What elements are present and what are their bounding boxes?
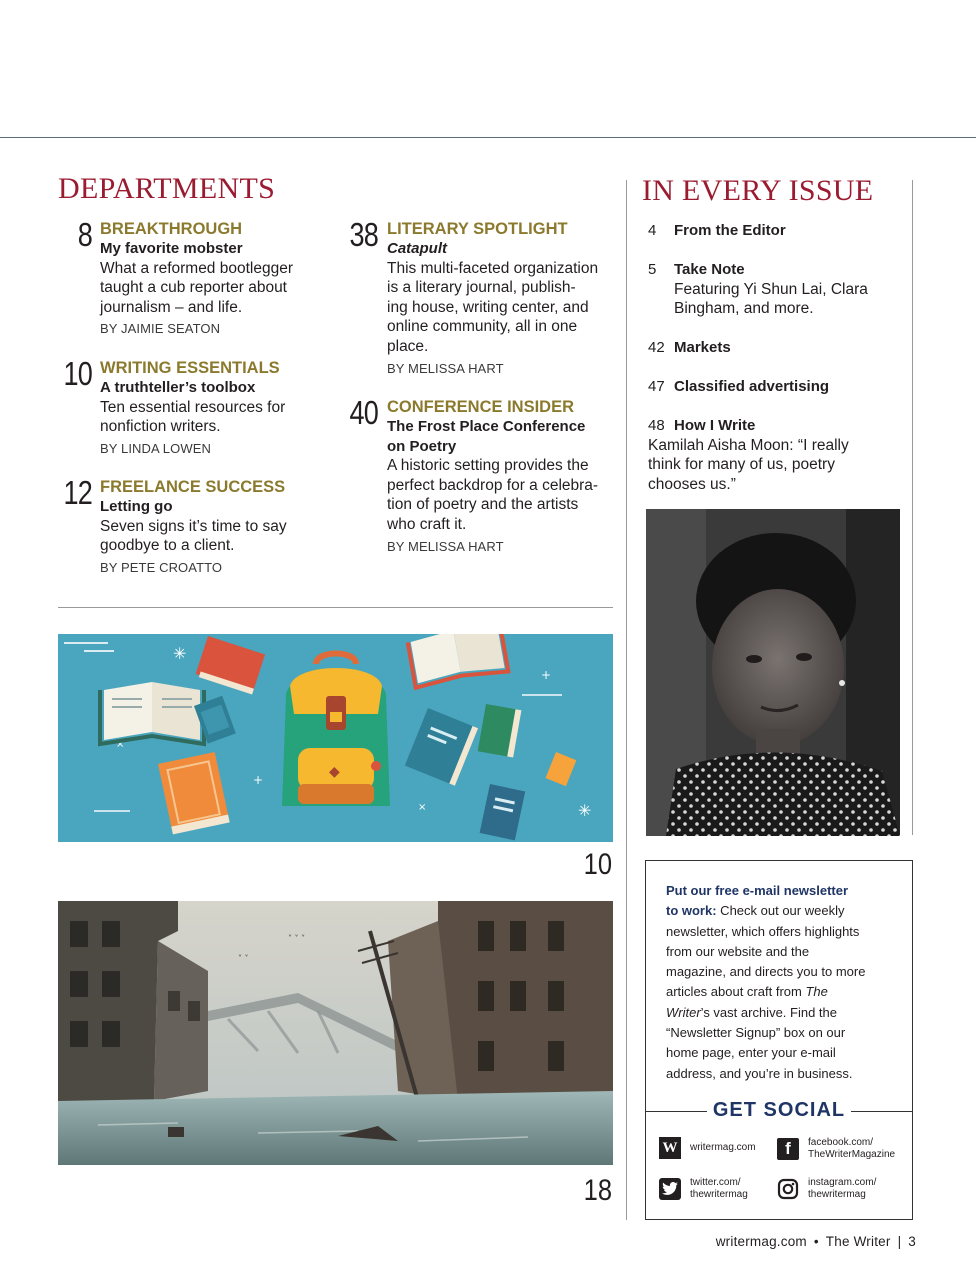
category-label: BREAKTHROUGH bbox=[100, 220, 243, 238]
svg-text:˅ ˅ ˅: ˅ ˅ ˅ bbox=[288, 934, 306, 943]
description-line: Ten essential resources for bbox=[100, 398, 286, 416]
page-number: 12 bbox=[63, 474, 92, 511]
byline: BY JAIMIE SEATON bbox=[100, 321, 221, 337]
social-twitter[interactable] bbox=[659, 1177, 748, 1201]
category-label: CONFERENCE INSIDER bbox=[387, 398, 575, 416]
page-number: 8 bbox=[77, 216, 92, 253]
headline: Catapult bbox=[387, 240, 447, 257]
svg-text:+: + bbox=[253, 773, 264, 787]
in-every-issue-title: IN EVERY ISSUE bbox=[642, 174, 874, 207]
page-number: 4 bbox=[648, 222, 657, 239]
issue-item-take-note[interactable] bbox=[648, 260, 868, 319]
description-line: perfect backdrop for a celebra- bbox=[387, 476, 599, 494]
footer-magazine: The Writer bbox=[825, 1234, 891, 1249]
newsletter-body: ’s vast archive. Find the bbox=[700, 1004, 837, 1020]
description-line: is a literary journal, publish- bbox=[387, 279, 576, 297]
footer-page-number: 3 bbox=[908, 1234, 916, 1249]
page-number: 48 bbox=[648, 417, 665, 434]
svg-text:◆: ◆ bbox=[329, 764, 340, 780]
description-line: What a reformed bootlegger bbox=[100, 259, 293, 277]
issue-item-how-i-write[interactable] bbox=[648, 416, 888, 494]
section-divider bbox=[58, 607, 613, 608]
newsletter-italic: Writer bbox=[666, 1004, 701, 1020]
headline: A truthteller’s toolbox bbox=[100, 379, 256, 396]
instagram-icon bbox=[777, 1178, 799, 1200]
headline: The Frost Place Conference bbox=[387, 418, 586, 435]
byline: BY MELISSA HART bbox=[387, 360, 504, 376]
byline: BY PETE CROATTO bbox=[100, 559, 223, 575]
page-number: 38 bbox=[349, 216, 378, 253]
description-line: goodbye to a client. bbox=[100, 537, 235, 555]
description-line: This multi-faceted organization bbox=[387, 259, 599, 277]
social-line: thewritermag bbox=[808, 1189, 866, 1200]
footer-bar: | bbox=[897, 1234, 902, 1249]
newsletter-italic: The bbox=[805, 984, 828, 1000]
page-footer bbox=[716, 1234, 916, 1249]
get-social-title: GET SOCIAL bbox=[707, 1099, 851, 1122]
description-line: who craft it. bbox=[387, 515, 467, 533]
issue-label: How I Write bbox=[674, 417, 756, 434]
description-line: taught a cub reporter about bbox=[100, 279, 287, 297]
get-social-heading bbox=[646, 1099, 912, 1122]
writermag-w-icon: W bbox=[659, 1137, 681, 1159]
social-website[interactable] bbox=[659, 1137, 756, 1159]
social-line: thewritermag bbox=[690, 1189, 748, 1200]
issue-label: Take Note bbox=[674, 261, 745, 278]
category-label: FREELANCE SUCCESS bbox=[100, 478, 286, 496]
newsletter-body: articles about craft from bbox=[666, 984, 806, 1000]
issue-quote: chooses us.” bbox=[648, 475, 736, 493]
social-facebook[interactable] bbox=[777, 1137, 895, 1161]
svg-text:✳: ✳ bbox=[173, 644, 187, 663]
issue-subtitle: Featuring Yi Shun Lai, Clara bbox=[674, 280, 868, 298]
social-line: instagram.com/ bbox=[808, 1177, 877, 1188]
footer-bullet: • bbox=[813, 1234, 819, 1249]
headline: My favorite mobster bbox=[100, 240, 243, 257]
description-line: ing house, writing center, and bbox=[387, 298, 589, 316]
headline: Letting go bbox=[100, 498, 173, 515]
byline: BY LINDA LOWEN bbox=[100, 440, 211, 456]
books-page-ref: 10 bbox=[583, 848, 612, 881]
books-backpack-illustration bbox=[58, 634, 613, 842]
issue-item-markets[interactable] bbox=[648, 338, 731, 358]
svg-text:+: + bbox=[541, 668, 552, 682]
page-number: 47 bbox=[648, 378, 665, 395]
newsletter-lead: to work: bbox=[666, 903, 717, 919]
issue-quote: Kamilah Aisha Moon: “I really bbox=[648, 436, 849, 454]
twitter-icon bbox=[659, 1178, 681, 1200]
newsletter-text bbox=[666, 881, 896, 1084]
social-line: facebook.com/ bbox=[808, 1137, 874, 1148]
flooded-city-illustration bbox=[58, 901, 613, 1165]
byline: BY MELISSA HART bbox=[387, 538, 504, 554]
city-page-ref: 18 bbox=[583, 1174, 612, 1207]
social-line: TheWriterMagazine bbox=[808, 1149, 896, 1160]
newsletter-body: Check out our weekly bbox=[716, 903, 845, 919]
newsletter-body: address, and you’re in business. bbox=[666, 1065, 853, 1081]
description-line: journalism – and life. bbox=[100, 298, 243, 316]
headline: on Poetry bbox=[387, 437, 457, 455]
issue-label: Markets bbox=[674, 339, 731, 356]
svg-text:✳: ✳ bbox=[578, 801, 592, 820]
newsletter-box bbox=[645, 860, 913, 1220]
page-number: 10 bbox=[63, 355, 92, 392]
issue-subtitle: Bingham, and more. bbox=[674, 300, 814, 318]
social-instagram[interactable] bbox=[777, 1177, 876, 1201]
column-divider bbox=[626, 180, 627, 1220]
kamilah-aisha-moon-photo bbox=[646, 509, 900, 836]
newsletter-lead: Put our free e-mail newsletter bbox=[666, 883, 849, 898]
svg-text:˅ ˅: ˅ ˅ bbox=[238, 954, 249, 963]
svg-text:×: × bbox=[418, 802, 427, 813]
newsletter-body: “Newsletter Signup” box on our bbox=[666, 1025, 846, 1041]
issue-item-classified[interactable] bbox=[648, 377, 829, 397]
category-label: WRITING ESSENTIALS bbox=[100, 359, 280, 377]
newsletter-body: newsletter, which offers highlights bbox=[666, 923, 860, 939]
issue-label: Classified advertising bbox=[674, 378, 830, 395]
issue-item-from-editor[interactable] bbox=[648, 221, 786, 241]
facebook-icon: f bbox=[777, 1138, 799, 1160]
description-line: place. bbox=[387, 337, 429, 355]
description-line: online community, all in one bbox=[387, 318, 578, 336]
issue-label: From the Editor bbox=[674, 222, 786, 239]
page-number: 5 bbox=[648, 261, 657, 278]
page-number: 40 bbox=[349, 394, 378, 431]
category-label: LITERARY SPOTLIGHT bbox=[387, 220, 568, 238]
column-divider-right bbox=[912, 180, 913, 835]
description-line: nonfiction writers. bbox=[100, 418, 221, 436]
departments-title: DEPARTMENTS bbox=[58, 172, 276, 205]
footer-site: writermag.com bbox=[715, 1234, 807, 1249]
description-line: Seven signs it’s time to say bbox=[100, 517, 287, 535]
svg-text:×: × bbox=[116, 739, 125, 750]
social-line: writermag.com bbox=[690, 1142, 756, 1153]
top-rule bbox=[0, 137, 976, 138]
newsletter-body: from our website and the bbox=[666, 943, 810, 959]
page-number: 42 bbox=[648, 339, 665, 356]
description-line: A historic setting provides the bbox=[387, 457, 589, 475]
issue-quote: think for many of us, poetry bbox=[648, 456, 835, 474]
description-line: tion of poetry and the artists bbox=[387, 496, 579, 514]
newsletter-body: home page, enter your e-mail bbox=[666, 1045, 836, 1061]
social-line: twitter.com/ bbox=[690, 1177, 741, 1188]
newsletter-body: magazine, and directs you to more bbox=[666, 964, 866, 980]
